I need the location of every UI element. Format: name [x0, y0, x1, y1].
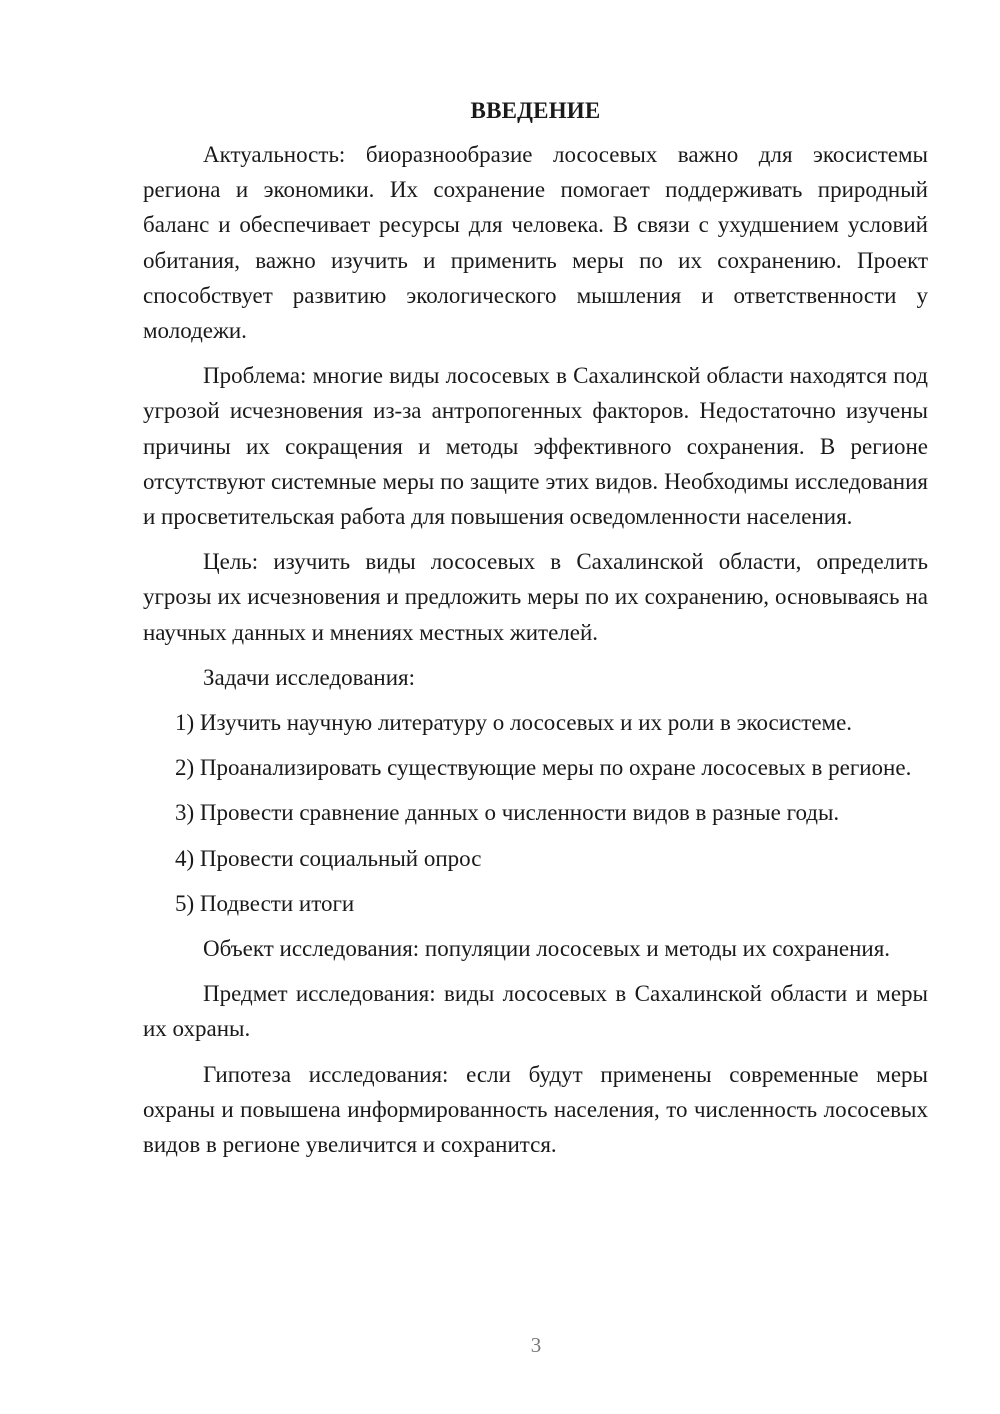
page-number: 3: [530, 1333, 542, 1357]
list-item: 1) Изучить научную литературу о лососевых и их роли в экосистеме.: [175, 710, 853, 736]
list-item: 4) Провести социальный опрос: [175, 845, 482, 871]
paragraph-relevance: Актуальность: биоразнообразие лососевых важно для экосистемы региона и экономики. Их сохранение помогает поддерживать природный баланс и обеспечивает ресурсы для человека. В связи с ухудшением условий обитания, важно изучить и применить меры по их сохранению. Проект способствует развитию экологического мышления и ответственности у молодежи.: [143, 142, 928, 344]
task-list: [143, 705, 928, 921]
paragraph-goal: Цель: изучить виды лососевых в Сахалинской области, определить угрозы их исчезновения и предложить меры по их сохранению, основываясь на научных данных и мнениях местных жителей.: [143, 549, 928, 645]
paragraph-hypothesis: Гипотеза исследования: если будут применены современные меры охраны и повышена информированность населения, то численность лососевых видов в регионе увеличится и сохранится.: [143, 1061, 928, 1158]
page-title: ВВЕДЕНИЕ: [470, 98, 601, 123]
list-item: 5) Подвести итоги: [175, 890, 355, 916]
tasks-title: Задачи исследования:: [203, 664, 416, 690]
document-body: [143, 93, 928, 1172]
paragraph-subject: Предмет исследования: виды лососевых в Сахалинской области и меры их охраны.: [143, 981, 928, 1042]
list-item: 3) Провести сравнение данных о численности видов в разные годы.: [175, 800, 840, 826]
list-item: 2) Проанализировать существующие меры по охране лососевых в регионе.: [175, 755, 912, 781]
paragraph-object: Объект исследования: популяции лососевых и методы их сохранения.: [203, 936, 891, 962]
paragraph-problem: Проблема: многие виды лососевых в Сахалинской области находятся под угрозой исчезновения из-за антропогенных факторов. Недостаточно изучены причины их сокращения и методы эффективного сохранения. В регионе отсутствуют системные меры по защите этих видов. Необходимы исследования и просветительская работа для повышения осведомленности населения.: [143, 363, 928, 530]
